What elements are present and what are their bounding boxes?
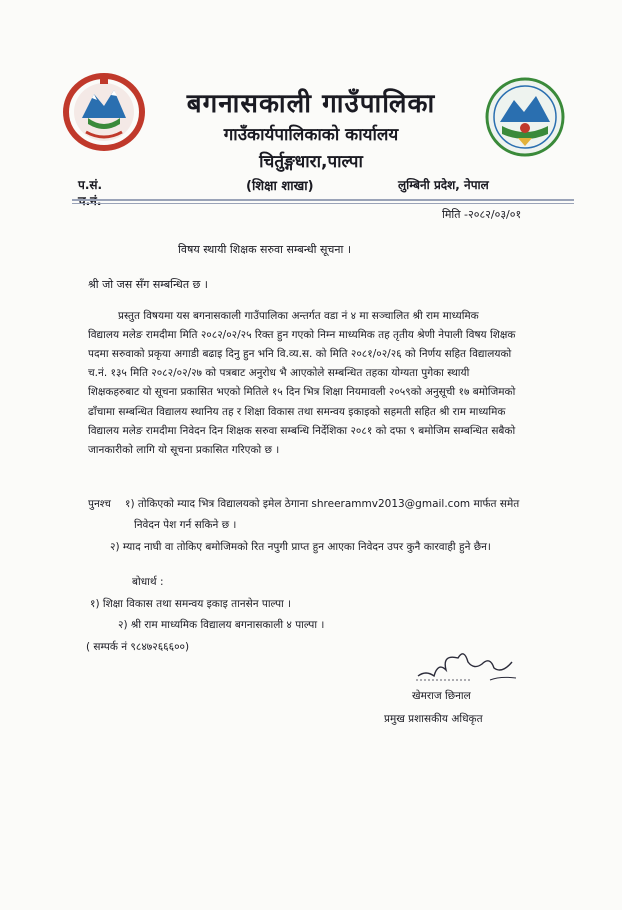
body-line: प्रस्तुत विषयमा यस बगनासकाली गाउँपालिका अन्तर्गत वडा नं ४ मा सञ्चालित श्री राम माध्यमिक [118,310,479,322]
header-divider-thin [72,203,574,204]
office-name: गाउँकार्यपालिकाको कार्यालय [223,125,399,145]
postscript-item-1: १) तोकिएको म्याद भित्र विद्यालयको इमेल ठेगाना shreerammv2013@gmail.com मार्फत समेत [125,498,520,510]
body-line: ढाँचामा सम्बन्धित विद्यालय स्थानिय तह र शिक्षा विकास तथा समन्वय इकाइको सहमती सहित श्री राम माध्यमिक [88,406,506,418]
body-line: जानकारीको लागि यो सूचना प्रकासित गरिएको छ । [88,444,280,456]
cc-item-1: १) शिक्षा विकास तथा समन्वय इकाइ तानसेन पाल्पा । [90,598,292,610]
cc-label: बोधार्थ : [132,576,164,588]
subject-line: विषय स्थायी शिक्षक सरुवा सम्बन्धी सूचना । [178,243,351,256]
organization-name: बगनासकाली गाउँपालिका [186,89,436,119]
postscript-item-2: २) म्याद नाघी वा तोकिए बमोजिमको रित नपुगी प्राप्त हुन आएका निवेदन उपर कुनै कारवाही हुने छैन। [110,541,491,553]
header-divider [72,199,574,201]
signatory-title: प्रमुख प्रशासकीय अधिकृत [384,713,483,725]
office-location: चिर्तुङ्गधारा,पाल्पा [259,152,363,172]
letter-date: मिति -२०८२/०३/०१ [442,208,522,221]
signatory-name: खेमराज छिनाल [412,690,471,702]
province-name: लुम्बिनी प्रदेश, नेपाल [398,178,489,192]
postscript-label: पुनश्च [88,498,111,510]
cc-item-2: २) श्री राम माध्यमिक विद्यालय बगनासकाली ४ पाल्पा । [118,619,325,631]
body-line: पदमा सरुवाको प्रकृया अगाडी बढाइ दिनु हुन भनि वि.व्य.स. को मिति २०८१/०२/२६ को निर्णय सहित विद्यालयको [88,348,512,360]
body-line: विद्यालय मलेङ रामदीमा मिति २०८२/०२/२५ रिक्त हुन गएको निम्न माध्यमिक तह तृतीय श्रेणी नेपाली विषय शिक्षक [88,329,516,341]
body-line: विद्यालय मलेङ रामदीमा निवेदन दिन शिक्षक सरुवा सम्बन्धि निर्देशिका २०८१ को दफा ९ बमोजिम सम्बन्धित सबैको [88,425,516,437]
contact-number: ( सम्पर्क नं ९८४७२६६६००) [86,641,190,653]
dispatch-number-label: च.नं. [78,194,102,208]
signature [412,640,522,686]
body-line: शिक्षकहरुबाट यो सूचना प्रकासित भएको मितिले १५ दिन भित्र शिक्षा नियमावली २०५९को अनुसूची १७ बमोजिमको [88,386,516,398]
body-line: च.नं. १३५ मिति २०८२/०२/२७ को पत्रबाट अनुरोध भै आएकोले सम्बन्धित तहका योग्यता पुगेका स्थायी [88,367,470,379]
section-name: (शिक्षा शाखा) [246,179,314,194]
salutation: श्री जो जस सँग सम्बन्धित छ । [88,278,208,291]
reference-number-label: प.सं. [78,178,103,192]
postscript-item-1-cont: निवेदन पेश गर्न सकिने छ । [134,519,237,531]
